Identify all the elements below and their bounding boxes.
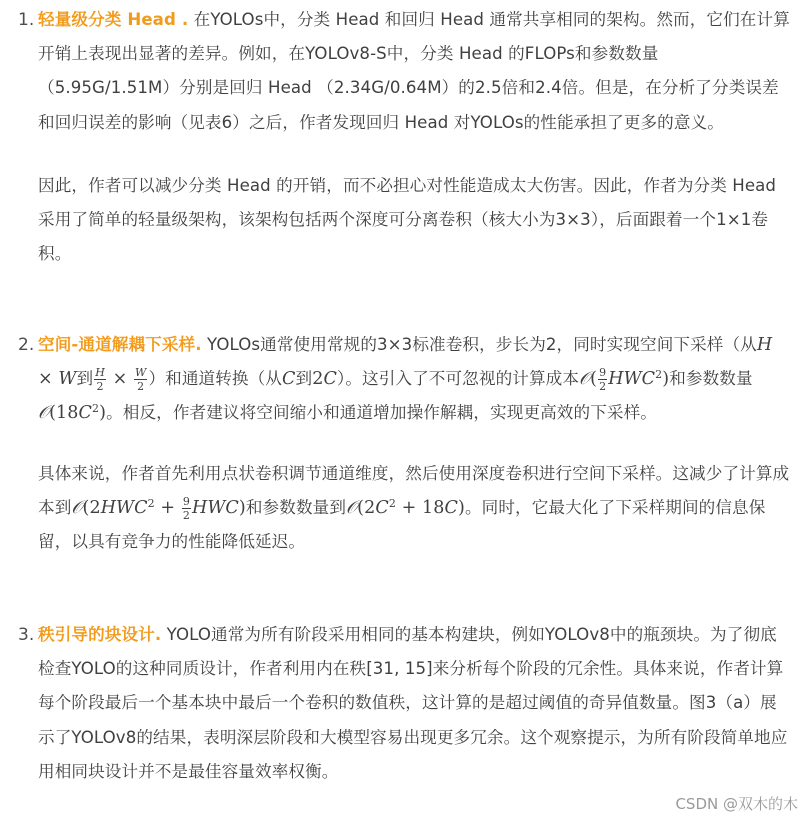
paragraph: 空间-通道解耦下采样. YOLOs通常使用常规的3×3标准卷积，步长为2，同时实现空间下采样（从H × W到 $\frac{H}{2}$ × $\frac{W}{2}$ ）和通道转换（从C到2C）。这引入了不可忽视的计算成本𝒪( $\frac{9}{2}$ HWC$^2$)和参数数量$𝒪(18C^2)$。相反，作者建议将空间缩小和通道增加操作解耦，实现更高效的下采样。 xyxy=(38,335,773,424)
paragraph-text: YOLO通常为所有阶段采用相同的基本构建块，例如YOLOv8中的瓶颈块。为了彻底检查YOLO的这种同质设计，作者利用内在秩[31, 15]来分析每个阶段的冗余性。具体来说，作者计算每个阶段最后一个基本块中最后一个卷积的数值秩，这计算的是超过阈值的奇异值数量。图3（a）展示了YOLOv8的结果，表明深层阶段和大模型容易出现更多冗余。这个观察提示，为所有阶段简单地应用相同块设计并不是最佳容量效率权衡。 xyxy=(38,625,788,781)
list-item-2 xyxy=(0,328,790,559)
paragraph xyxy=(38,618,790,789)
paragraph-text: 因此，作者可以减少分类 Head 的开销，而不必担心对性能造成太大伤害。因此，作者为分类 Head 采用了简单的轻量级架构，该架构包括两个深度可分离卷积（核大小为3×3），后面跟着一个1×1卷积。 xyxy=(38,175,777,264)
paragraph-text: 在YOLOs中，分类 Head 和回归 Head 通常共享相同的架构。然而，它们在计算开销上表现出显著的差异。例如，在YOLOv8-S中，分类 Head 的FLOPs和参数数量（5.95G/1.51M）分别是回归 Head （2.34G/0.64M）的2.5倍和2.4倍。但是，在分析了分类误差和回归误差的影响（见表6）之后，作者发现回归 Head 对YOLOs的性能承担了更多的意义。 xyxy=(38,10,790,132)
math-expression: 2C xyxy=(312,369,337,390)
math-expression: 𝒪(2HWC$^2$ + $\frac{9}{2}$ HWC) xyxy=(71,494,246,522)
math-expression: 𝒪( $\frac{9}{2}$ HWC$^2$) xyxy=(579,366,670,394)
math-expression: C xyxy=(282,369,296,390)
paragraph-text: 具体来说，作者首先利用点状卷积调节通道维度，然后使用深度卷积进行空间下采样。这减少了计算成本到 xyxy=(38,463,790,517)
math-expression: $𝒪(2C^2 + 18C)$ xyxy=(346,496,465,518)
paragraph xyxy=(38,3,790,140)
list-item-3 xyxy=(0,618,790,789)
list-item-1 xyxy=(0,3,790,271)
math-expression: $\frac{H}{2}$ × $\frac{W}{2}$ xyxy=(95,366,147,394)
item-heading: 空间-通道解耦下采样. xyxy=(38,335,202,354)
item-heading: 轻量级分类 Head . xyxy=(38,10,189,29)
math-expression: H × W xyxy=(38,335,773,390)
math-expression: $𝒪(18C^2)$ xyxy=(38,402,107,424)
paragraph xyxy=(38,169,790,272)
paragraph: 具体来说，作者首先利用点状卷积调节通道维度，然后使用深度卷积进行空间下采样。这减少了计算成本到𝒪(2HWC$^2$ + $\frac{9}{2}$ HWC)和参数数量到$𝒪(2C^2 + 18C)$。同时，它最大化了下采样期间的信息保留，以具有竞争力的性能降低延迟。 xyxy=(38,463,790,552)
list-number: 2. xyxy=(18,335,35,355)
list-number: 1. xyxy=(18,10,35,30)
csdn-watermark: CSDN @双木的木 xyxy=(675,795,798,813)
item-heading: 秩引导的块设计. xyxy=(38,625,162,644)
list-number: 3. xyxy=(18,625,35,645)
paragraph-text: YOLOs通常使用常规的3×3标准卷积，步长为2，同时实现空间下采样（从 xyxy=(201,335,757,354)
